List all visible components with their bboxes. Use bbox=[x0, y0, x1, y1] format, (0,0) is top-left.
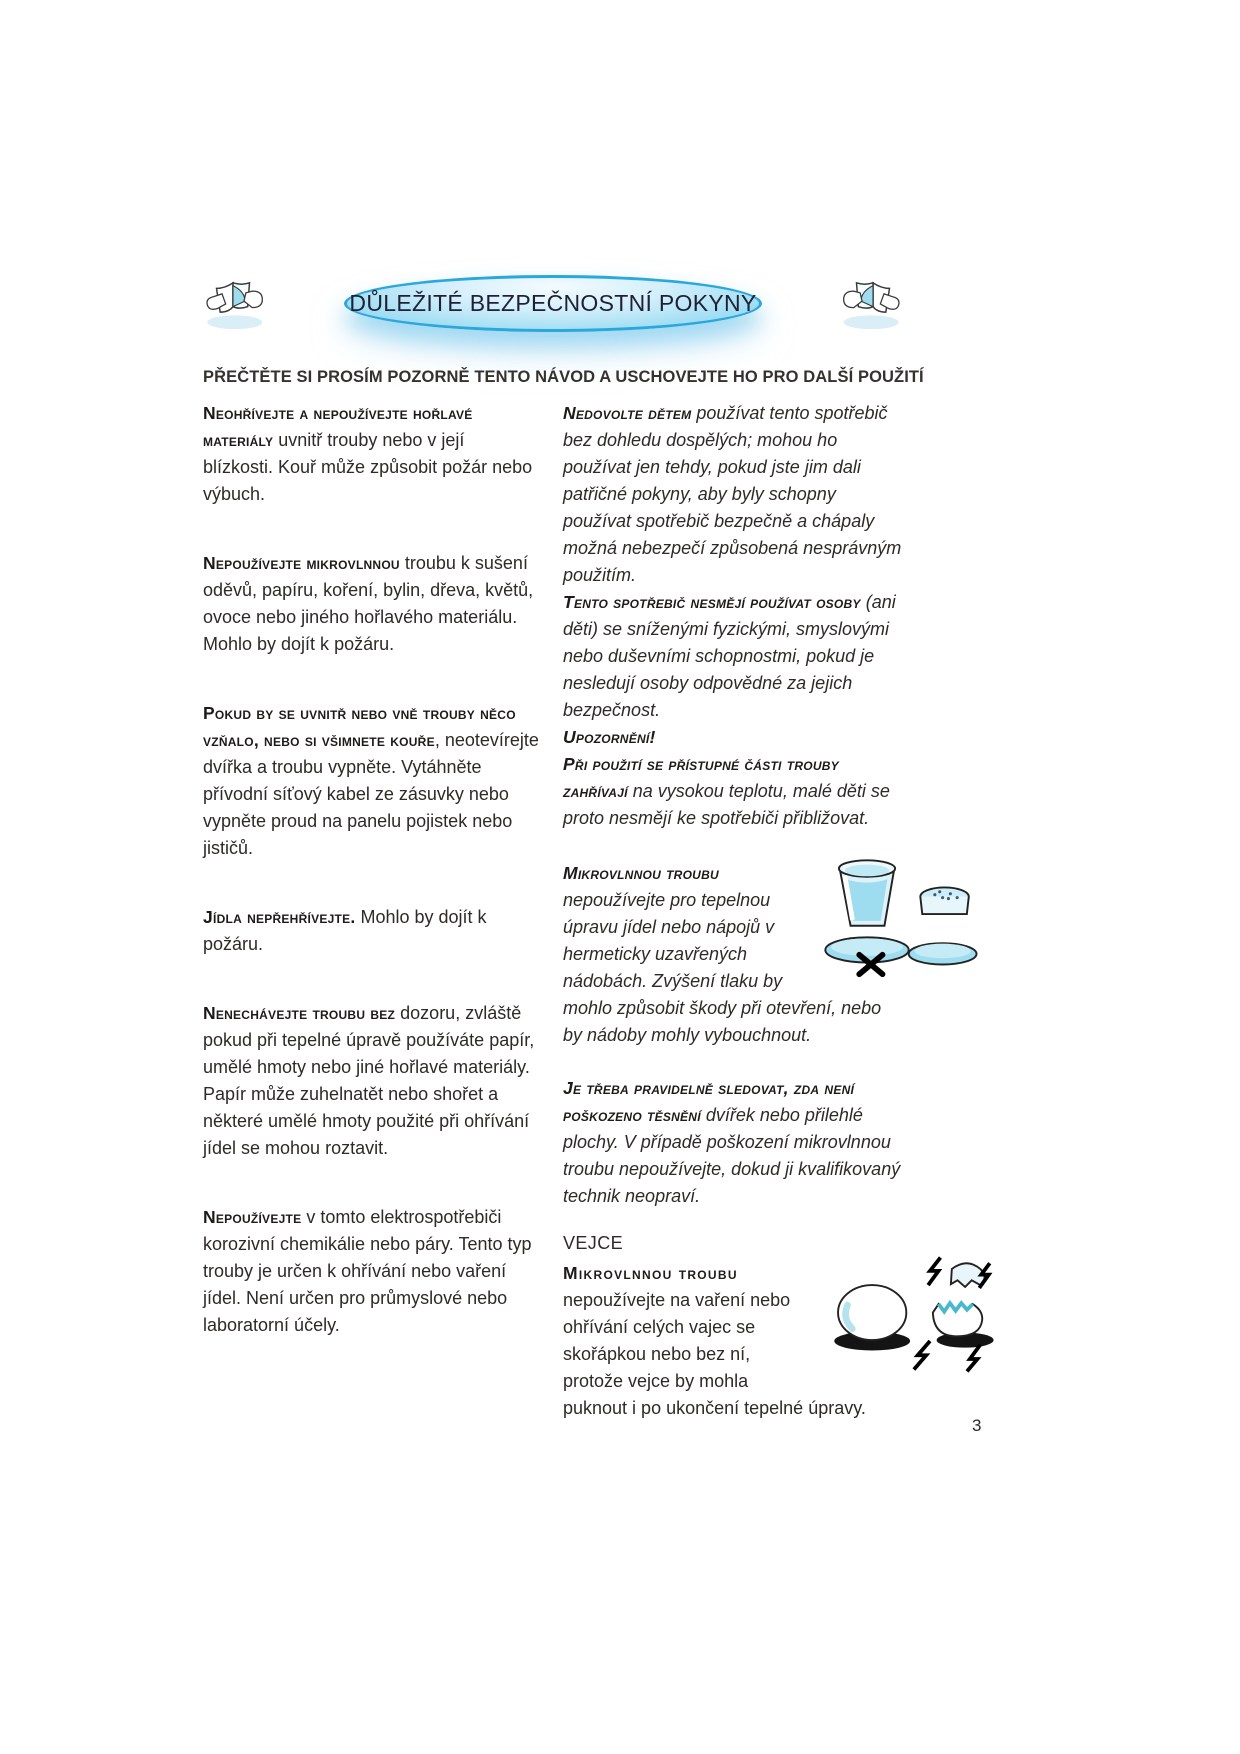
body-text: dvířek nebo přilehlé plochy. V případě poškození mikrovlnnou troubu nepoužívejte, dokud ji kvalifikovaný technik neopraví. bbox=[563, 1105, 901, 1206]
body-text: nepoužívejte pro tepelnou úpravu jídel nebo nápojů v hermeticky uzavřených nádobách. Zvýšení tlaku by mohlo způsobit škody při otevření, nebo by nádoby mohly vybouchnout. bbox=[563, 890, 882, 1045]
reading-booklet-icon bbox=[200, 274, 266, 332]
body-text: používat tento spotřebič bez dohledu dospělých; mohou ho používat jen tehdy, pokud jste jim dali patřičné pokyny, aby byly schopny používat spotřebič bezpečně a chápaly možná nebezpečí způsobená nesprávným použitím. bbox=[563, 403, 902, 585]
body-text: uvnitř trouby nebo v její blízkosti. Kouř může způsobit požár nebo výbuch. bbox=[203, 430, 533, 504]
safety-item-reduced-capabilities bbox=[563, 589, 905, 724]
safety-item-eggs bbox=[563, 1260, 905, 1422]
right-column bbox=[563, 400, 905, 1464]
lead-text: Nepoužívejte mikrovlnnou bbox=[203, 553, 400, 573]
lead-text: Nenechávejte troubu bez bbox=[203, 1003, 396, 1023]
safety-item-no-drying bbox=[203, 550, 539, 658]
lead-text: Tento spotřebič nesmějí používat osoby bbox=[563, 592, 861, 612]
lead-text: Jídla nepřehřívejte. bbox=[203, 907, 356, 927]
banner-oval bbox=[344, 275, 762, 332]
lead-text: Upozornění! bbox=[563, 727, 656, 747]
safety-item-no-chemicals bbox=[203, 1204, 539, 1339]
cracked-eggs-illustration bbox=[823, 1250, 1001, 1378]
safety-item-hot-surfaces bbox=[563, 751, 905, 832]
body-text: troubu k sušení oděvů, papíru, koření, bylin, dřeva, květů, ovoce nebo jiného hořlavého materiálu. Mohlo by dojít k požáru. bbox=[203, 553, 534, 654]
lead-text: Mikrovlnnou troubu bbox=[563, 1263, 738, 1283]
banner bbox=[200, 268, 906, 338]
lead-text: Při použití se přístupné části trouby zahřívají bbox=[563, 754, 839, 801]
page-title: DŮLEŽITÉ BEZPEČNOSTNÍ POKYNY bbox=[349, 289, 757, 316]
reading-booklet-icon bbox=[840, 274, 906, 332]
safety-item-no-unattended bbox=[203, 1000, 539, 1162]
safety-item-fire-inside bbox=[203, 700, 539, 862]
lead-text: Pokud by se uvnitř nebo vně trouby něco vzňalo, nebo si všimnete kouře bbox=[203, 703, 516, 750]
lead-text: Nedovolte dětem bbox=[563, 403, 692, 423]
lead-text: Nepoužívejte bbox=[203, 1207, 302, 1227]
safety-item-flammable-materials bbox=[203, 400, 539, 508]
lead-text: Mikrovlnnou troubu bbox=[563, 863, 719, 883]
body-text: , neotevírejte dvířka a troubu vypněte. Vytáhněte přívodní síťový kabel ze zásuvky nebo vypněte proud na panelu pojistek nebo jističů. bbox=[203, 730, 539, 858]
sealed-containers-illustration bbox=[815, 854, 983, 980]
safety-item-children-supervision bbox=[563, 400, 905, 589]
safety-item-sealed-containers bbox=[563, 860, 905, 1049]
body-text: na vysokou teplotu, malé děti se proto nesmějí ke spotřebiči přibližovat. bbox=[563, 781, 890, 828]
safety-item-no-overheating bbox=[203, 904, 539, 958]
page-number: 3 bbox=[972, 1416, 982, 1435]
lead-text: Je třeba pravidelně sledovat, zda není poškozeno těsnění bbox=[563, 1078, 855, 1125]
body-text: (ani děti) se sníženými fyzickými, smyslovými nebo duševními schopnostmi, pokud je nesledují osoby odpovědné za jejich bezpečnost. bbox=[563, 592, 896, 720]
body-text: v tomto elektrospotřebiči korozivní chemikálie nebo páry. Tento typ trouby je určen k ohřívání nebo vaření jídel. Není určen pro průmyslové nebo laboratorní účely. bbox=[203, 1207, 532, 1335]
read-instructions-subtitle: PŘEČTĚTE SI PROSÍM POZORNĚ TENTO NÁVOD A USCHOVEJTE HO PRO DALŠÍ POUŽITÍ bbox=[203, 368, 924, 386]
lead-text: Neohřívejte a nepoužívejte hořlavé materiály bbox=[203, 403, 473, 450]
body-text: nepoužívejte na vaření nebo ohřívání celých vajec se skořápkou nebo bez ní, protože vejce by mohla puknout i po ukončení tepelné úpravy. bbox=[563, 1290, 866, 1418]
body-text: dozoru, zvláště pokud při tepelné úpravě používáte papír, umělé hmoty nebo jiné hořlavé materiály. Papír může zuhelnatět nebo shořet a některé umělé hmoty použité při ohřívání jídel se mohou roztavit. bbox=[203, 1003, 535, 1158]
body-text: Mohlo by dojít k požáru. bbox=[203, 907, 487, 954]
safety-item-door-seals bbox=[563, 1075, 905, 1210]
warning-label bbox=[563, 724, 905, 751]
eggs-section-heading: VEJCE bbox=[563, 1233, 624, 1253]
left-column bbox=[203, 400, 539, 1339]
